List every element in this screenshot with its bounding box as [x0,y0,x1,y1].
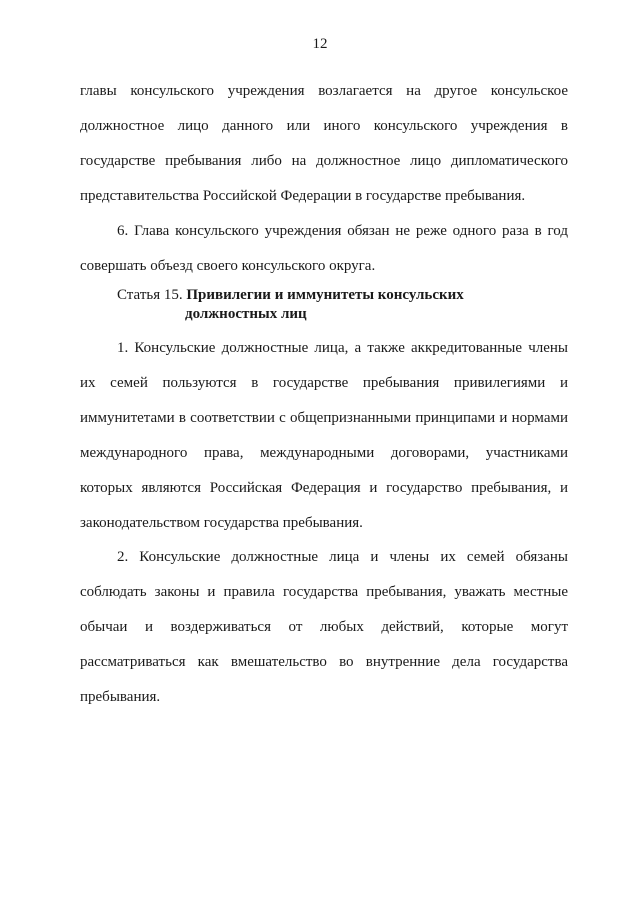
text-line: 1. Консульские должностные лица, а также аккредитованные члены [117,340,568,356]
text-line: законодательством государства пребывания. [80,515,363,531]
text-line: совершать объезд своего консульского округа. [80,258,376,274]
paragraph-2 [80,540,568,715]
text-line: 2. Консульские должностные лица и члены их семей обязаны [117,549,568,565]
text-line: 6. Глава консульского учреждения обязан не реже одного раза в год [117,223,568,239]
text-line: их семей пользуются в государстве пребывания привилегиями и [80,375,568,391]
article-number: Статья 15. [117,287,183,303]
text-line: представительства Российской Федерации в государстве пребывания. [80,188,526,204]
article-title-line1: Привилегии и иммунитеты консульских [186,287,464,303]
text-line: международного права, международными договорами, участниками [80,445,568,461]
text-line: иммунитетами в соответствии с общепризнанными принципами и нормами [80,410,568,426]
text-line: обычаи и воздерживаться от любых действий, которые могут [80,619,568,635]
page-number: 12 [312,36,328,52]
text-line: пребывания. [80,689,161,705]
text-line: рассматриваться как вмешательство во внутренние дела государства [80,654,568,670]
text-line: которых являются Российская Федерация и государство пребывания, и [80,480,568,496]
article-title-line2: должностных лиц [185,306,307,322]
text-line: государстве пребывания либо на должностное лицо дипломатического [80,153,568,169]
text-line: главы консульского учреждения возлагается на другое консульское [80,83,568,99]
text-line: должностное лицо данного или иного консульского учреждения в [80,118,568,134]
paragraph-1 [80,331,568,541]
paragraph-continuation [80,74,568,214]
article-heading [117,286,464,324]
paragraph-6 [80,214,568,284]
text-line: соблюдать законы и правила государства пребывания, уважать местные [80,584,568,600]
